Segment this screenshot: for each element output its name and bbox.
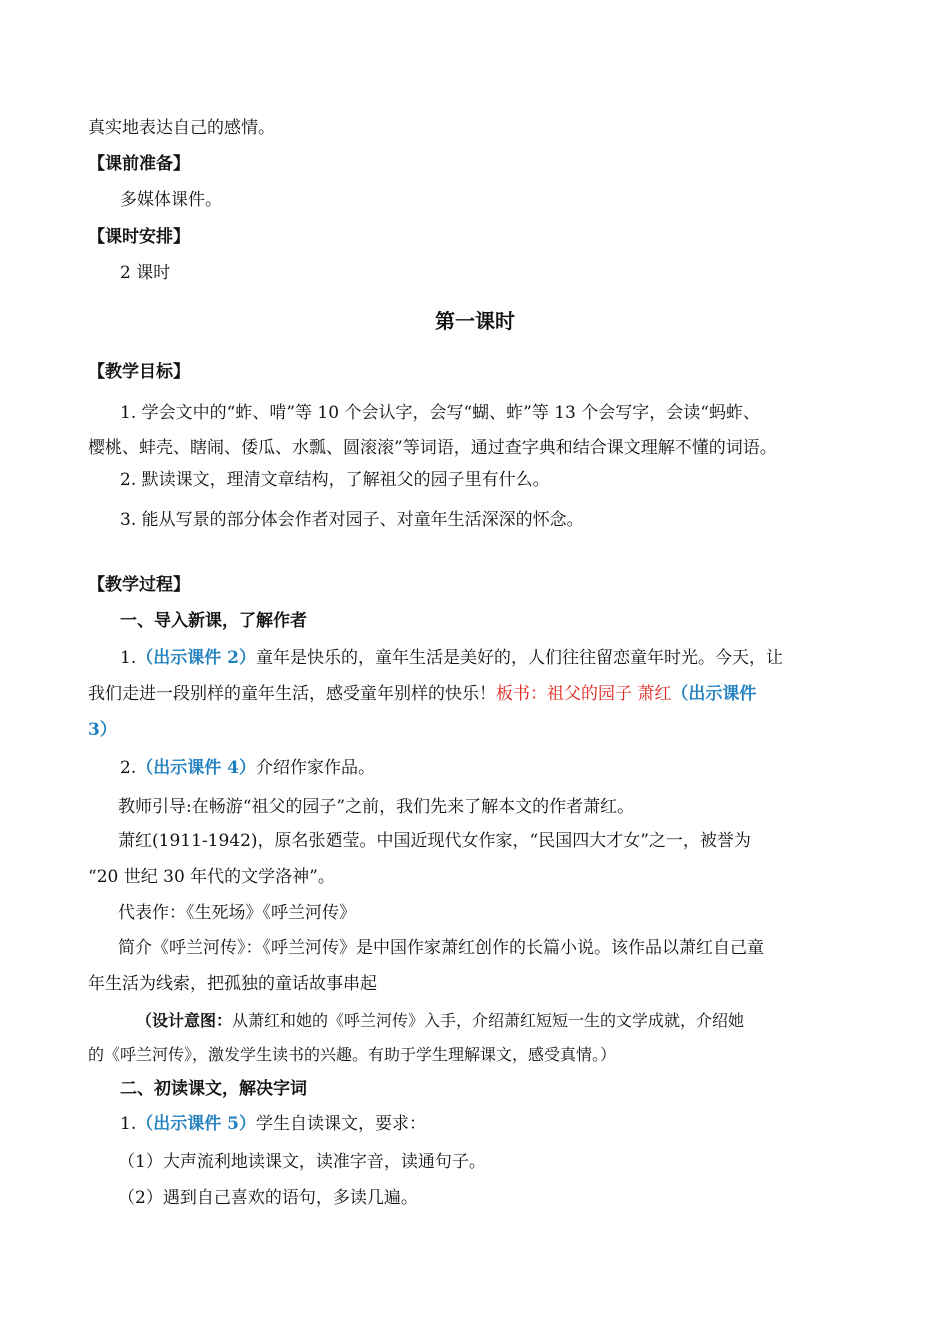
blackboard-note: 板书：祖父的园子 萧红 [496,684,672,704]
text-line: 真实地表达自己的感情。 [88,118,275,138]
goal-3: 3. 能从写景的部分体会作者对园子、对童年生活深深的怀念。 [120,510,584,530]
requirement-1: （1）大声流利地读课文，读准字音，读通句子。 [118,1152,486,1172]
section-2-heading: 二、初读课文，解决字词 [120,1079,307,1099]
bio-line-1: 萧红(1911-1942)，原名张廼莹。中国近现代女作家，“民国四大才女”之一，被誉为 [118,831,751,851]
bio-line-2: “20 世纪 30 年代的文学洛神”。 [88,867,335,887]
goals-heading: 【教学目标】 [88,362,190,382]
courseware-tag: （出示课件 [671,684,757,704]
goal-1-line-2: 樱桃、蚌壳、瞎闹、倭瓜、水瓢、圆滚滚”等词语，通过查字典和结合课文理解不懂的词语。 [88,438,777,458]
item-number: 1. [120,1114,137,1134]
prep-body: 多媒体课件。 [120,190,222,210]
goal-2: 2. 默读课文，理清文章结构，了解祖父的园子里有什么。 [120,470,550,490]
paragraph-1-line-2 [88,682,756,706]
schedule-heading: 【课时安排】 [88,227,190,247]
courseware-tag: （出示课件 4） [136,758,256,778]
item-number: 1. [120,648,137,668]
process-heading: 【教学过程】 [88,575,190,595]
schedule-body: 2 课时 [120,263,171,283]
design-intent-line-2: 的《呼兰河传》，激发学生读书的兴趣。有助于学生理解课文，感受真情。） [88,1045,617,1064]
intro-line-1: 简介《呼兰河传》：《呼兰河传》是中国作家萧红创作的长篇小说。该作品以萧红自己童 [118,938,764,958]
courseware-tag: （出示课件 2） [136,648,256,668]
courseware-tag: （出示课件 5） [136,1114,256,1134]
paragraph-text: 介绍作家作品。 [255,758,375,778]
item-number: 2. [120,758,137,778]
paragraph-1-line-1 [120,646,783,670]
goal-1-line-1: 1. 学会文中的“蚱、啃”等 10 个会认字，会写“蝴、蚱”等 13 个会写字，会读“蚂蚱、 [120,403,760,423]
paragraph-2 [120,756,375,780]
representative-works: 代表作：《生死场》《呼兰河传》 [118,903,356,923]
paragraph-text: 学生自读课文，要求： [255,1114,426,1134]
paragraph-text: 我们走进一段别样的童年生活，感受童年别样的快乐！ [88,684,496,704]
prep-heading: 【课前准备】 [88,154,190,174]
lesson-title: 第一课时 [435,309,515,333]
intro-line-2: 年生活为线索，把孤独的童话故事串起 [88,974,377,994]
design-intent-text: 从萧红和她的《呼兰河传》入手，介绍萧红短短一生的文学成就，介绍她 [232,1011,745,1030]
courseware-tag-continued: 3） [88,720,117,740]
paragraph-3 [120,1112,426,1136]
paragraph-text: 童年是快乐的，童年生活是美好的，人们往往留恋童年时光。今天，让 [255,648,783,668]
section-1-heading: 一、导入新课，了解作者 [120,611,307,631]
design-intent-line-1 [136,1009,744,1033]
requirement-2: （2）遇到自己喜欢的语句，多读几遍。 [118,1188,418,1208]
design-intent-label: （设计意图： [136,1011,233,1030]
teacher-guide: 教师引导:在畅游“祖父的园子”之前，我们先来了解本文的作者萧红。 [118,797,635,817]
